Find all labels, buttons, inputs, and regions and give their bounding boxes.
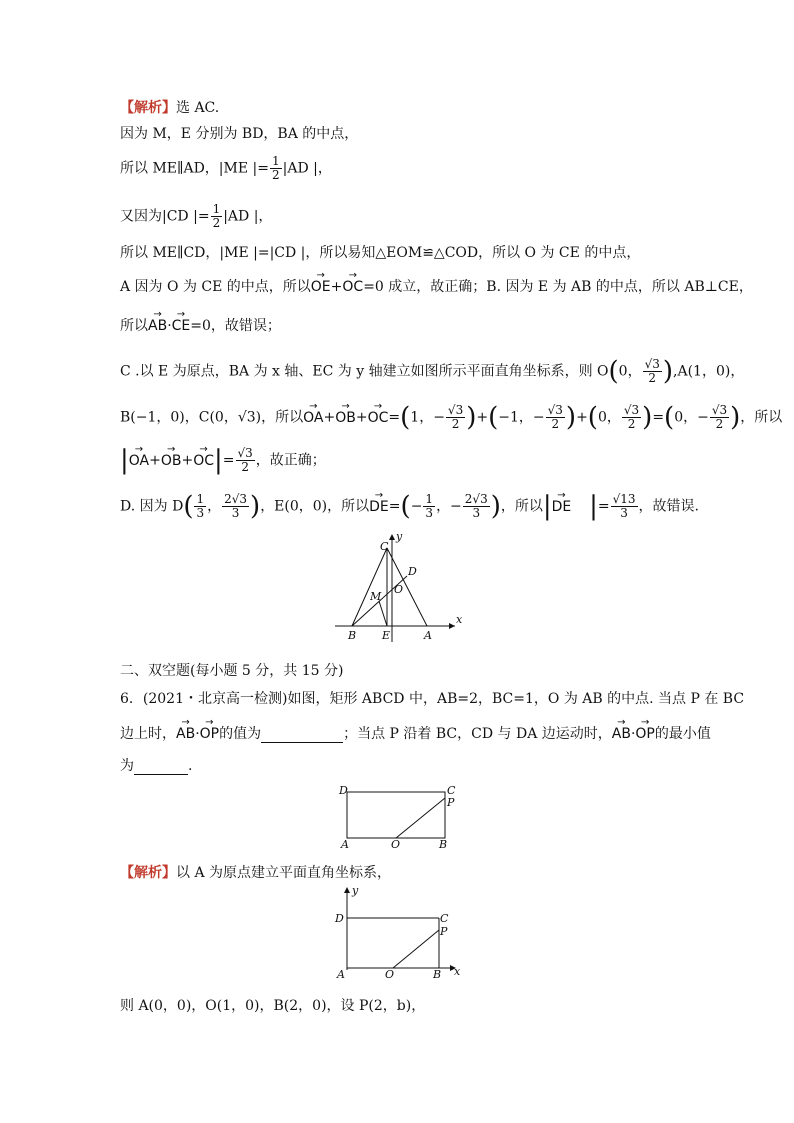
analysis-text: 所以→ AB·→ CE=0，故错误； (120, 315, 281, 335)
answer-choice: 选 AC. (176, 100, 220, 116)
analysis-text: 所以 ME∥AD，|ME |= $\frac{1}{2}$ |AD |， (120, 154, 332, 182)
fraction: $\frac{√3}{2}$ (547, 403, 563, 431)
fraction: $\frac{1}{2}$ (212, 202, 221, 230)
label-o: O (394, 583, 404, 596)
label-y: y (396, 530, 403, 543)
vector-label: → OA (129, 453, 149, 469)
vector-label: → OE (311, 279, 331, 295)
question-6-line1: 6．(2021・北京高一检测)如图，矩形 ABCD 中，AB=2，BC=1，O 为 AB 的中点. 当点 P 在 BC (120, 691, 745, 707)
label-a: A (341, 838, 349, 851)
vector-label: → OP (635, 726, 654, 742)
vector-label: → OA (303, 410, 323, 426)
vector-label: → OC (342, 279, 363, 295)
fraction: $\frac{1}{3}$ (425, 492, 434, 520)
label-o: O (385, 968, 395, 981)
label-b: B (439, 838, 448, 851)
analysis-text: C .以 E 为原点，BA 为 x 轴、EC 为 y 轴建立如图所示平面直角坐标系，则 O(0， $\frac{√3}{2}$ ),A(1，0)， (120, 356, 745, 387)
fraction: $\frac{√3}{2}$ (447, 403, 464, 431)
vector-label: → CE (172, 318, 191, 334)
label-p: P (440, 925, 448, 938)
analysis-tag: 【解析】 (120, 865, 176, 881)
fraction: $\frac{√13}{3}$ (612, 492, 636, 520)
analysis-text: 所以 ME∥CD，|ME |=|CD |，所以易知△EOM≌△COD，所以 O 为 CE 的中点， (120, 245, 641, 261)
fraction: $\frac{√3}{2}$ (711, 403, 728, 431)
segment-me (379, 601, 387, 626)
fraction: $\frac{2√3}{3}$ (464, 492, 488, 520)
question-6-line3: 为 . (120, 758, 193, 774)
label-c: C (447, 784, 456, 797)
fraction: $\frac{1}{2}$ (271, 154, 280, 182)
question-6-line2: 边上时，→ AB·→ OP的值为 ；当点 P 沿着 BC，CD 与 DA 边运动时，→ AB·→ OP的最小值 (120, 723, 711, 743)
label-d: D (335, 912, 344, 925)
label-a: A (337, 968, 345, 981)
analysis-text: A 因为 O 为 CE 的中点，所以→ OE+→ OC=0 成立，故正确；B. 因为 E 为 AB 的中点，所以 AB⊥CE， (120, 276, 753, 296)
label-m: M (370, 590, 382, 603)
analysis-text: 又因为|CD |= $\frac{1}{2}$ |AD |， (120, 202, 273, 230)
segment-op (396, 798, 445, 838)
vector-label: → AB (176, 726, 195, 742)
vector-label: → OC (368, 410, 389, 426)
label-x: x (456, 613, 463, 626)
vector-label: → OP (200, 726, 219, 742)
rectangle-figure (335, 782, 465, 852)
label-d: D (408, 565, 417, 578)
analysis-header (120, 97, 219, 117)
fraction: $\frac{√3}{2}$ (237, 446, 253, 474)
triangle-figure (330, 530, 470, 645)
analysis-2: 【解析】以 A 为原点建立平面直角坐标系， (120, 865, 392, 881)
analysis-2-conclusion: 则 A(0，0)，O(1，0)，B(2，0)，设 P(2，b)， (120, 998, 426, 1014)
section-heading: 二、双空题(每小题 5 分，共 15 分) (120, 663, 344, 679)
vector-label: → AB (148, 318, 167, 334)
vector-label: → DE (369, 499, 389, 515)
analysis-text: |→ OA+→ OB+→ OC|= $\frac{√3}{2}$ ，故正确； (120, 447, 326, 474)
label-b: B (348, 629, 357, 642)
answer-blank-2[interactable] (134, 760, 188, 775)
segment-bc (352, 548, 387, 626)
vector-label: → OB (335, 410, 356, 426)
analysis-text: D. 因为 D( $\frac{1}{3}$ ， $\frac{2√3}{3}$ )，E(0，0)，所以→ DE=(− $\frac{1}{3}$ ，− $\frac{2√3}{3}$ )，所以|→ DE |= $\frac{√13}{3}$ ，故错误. (120, 493, 699, 520)
fraction: $\frac{2√3}{3}$ (224, 492, 248, 520)
label-e: E (382, 629, 391, 642)
segment-op (393, 930, 439, 968)
analysis-text: B(−1，0)，C(0，√3)，所以→ OA+→ OB+→ OC=(1，− $\frac{√3}{2}$ )+(−1，− $\frac{√3}{2}$ )+(0， $\frac{√3}{2}$ )=(0，− $\frac{√3}{2}$ )，所以 (120, 404, 782, 431)
vector-label: → OB (161, 453, 182, 469)
coordinate-rectangle-figure (330, 882, 470, 982)
fraction: $\frac{1}{3}$ (196, 492, 205, 520)
label-x: x (454, 965, 461, 978)
label-b: B (433, 968, 442, 981)
answer-blank-1[interactable] (261, 728, 343, 743)
label-p: P (447, 796, 455, 809)
label-c: C (440, 912, 449, 925)
vector-label: → OC (193, 453, 214, 469)
label-y: y (352, 884, 359, 897)
analysis-text: 因为 M，E 分别为 BD，BA 的中点， (120, 126, 359, 142)
label-c: C (380, 540, 389, 553)
label-d: D (339, 784, 348, 797)
fraction: $\frac{√3}{2}$ (623, 403, 640, 431)
label-o: O (391, 838, 401, 851)
segment-ca (387, 548, 427, 626)
vector-label: → DE (552, 499, 572, 515)
analysis-tag: 【解析】 (120, 100, 176, 116)
vector-label: → AB (612, 726, 631, 742)
fraction: $\frac{√3}{2}$ (644, 357, 660, 385)
label-a: A (424, 629, 432, 642)
